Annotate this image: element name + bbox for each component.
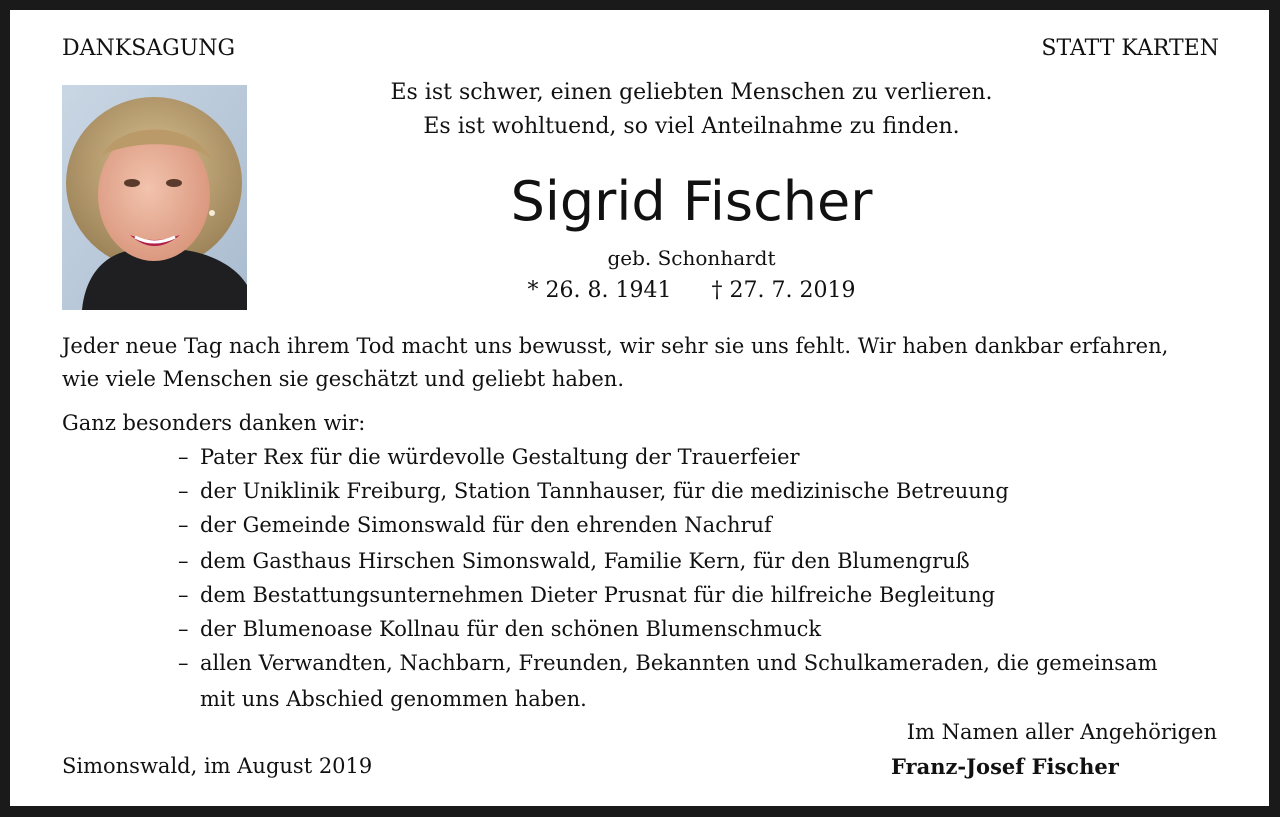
thanks-item [178, 445, 800, 469]
thanks-item-text: der Uniklinik Freiburg, Station Tannhauser, für die medizinische Betreuung [200, 479, 1009, 503]
deceased-name: Sigrid Fischer [510, 170, 873, 233]
birth-name: geb. Schonhardt [607, 246, 776, 270]
thanks-item-text: allen Verwandten, Nachbarn, Freunden, Bekannten und Schulkameraden, die gemeinsam [200, 651, 1158, 675]
thanks-item-text: der Gemeinde Simonswald für den ehrenden Nachruf [200, 513, 772, 537]
motto-line-1: Es ist schwer, einen geliebten Menschen zu verlieren. [390, 80, 993, 105]
death-date: † 27. 7. 2019 [711, 278, 856, 303]
life-dates [234, 278, 1149, 303]
header-right-label: STATT KARTEN [1041, 36, 1219, 61]
thanks-dash: – [178, 549, 189, 573]
thanks-item [178, 513, 772, 537]
thanks-dash: – [178, 513, 189, 537]
obituary-card [10, 10, 1269, 806]
thanks-item-text: dem Gasthaus Hirschen Simonswald, Familie Kern, für den Blumengruß [200, 549, 970, 573]
thanks-item-text: Pater Rex für die würdevolle Gestaltung der Trauerfeier [200, 445, 800, 469]
intro-line-2: wie viele Menschen sie geschätzt und geliebt haben. [62, 367, 625, 391]
portrait-photo [62, 85, 247, 310]
motto-line-2: Es ist wohltuend, so viel Anteilnahme zu finden. [423, 114, 960, 139]
thanks-item-text: dem Bestattungsunternehmen Dieter Prusnat für die hilfreiche Begleitung [200, 583, 996, 607]
thanks-dash: – [178, 583, 189, 607]
thanks-item-continuation: mit uns Abschied genommen haben. [200, 687, 587, 711]
signer-name: Franz-Josef Fischer [891, 754, 1119, 779]
thanks-item-text: der Blumenoase Kollnau für den schönen Blumenschmuck [200, 617, 822, 641]
thanks-item [178, 651, 1158, 675]
thanks-item [178, 479, 1009, 503]
signoff-line: Im Namen aller Angehörigen [906, 720, 1217, 744]
thanks-heading: Ganz besonders danken wir: [62, 411, 366, 435]
thanks-item [178, 617, 821, 641]
thanks-dash: – [178, 445, 189, 469]
thanks-item [178, 583, 995, 607]
thanks-dash: – [178, 651, 189, 675]
thanks-item [178, 549, 970, 573]
thanks-dash: – [178, 617, 189, 641]
birth-date: * 26. 8. 1941 [527, 278, 672, 303]
place-date: Simonswald, im August 2019 [62, 754, 373, 778]
thanks-dash: – [178, 479, 189, 503]
header-left-label: DANKSAGUNG [62, 36, 236, 61]
intro-line-1: Jeder neue Tag nach ihrem Tod macht uns bewusst, wir sehr sie uns fehlt. Wir haben dankbar erfahren, [62, 334, 1169, 358]
